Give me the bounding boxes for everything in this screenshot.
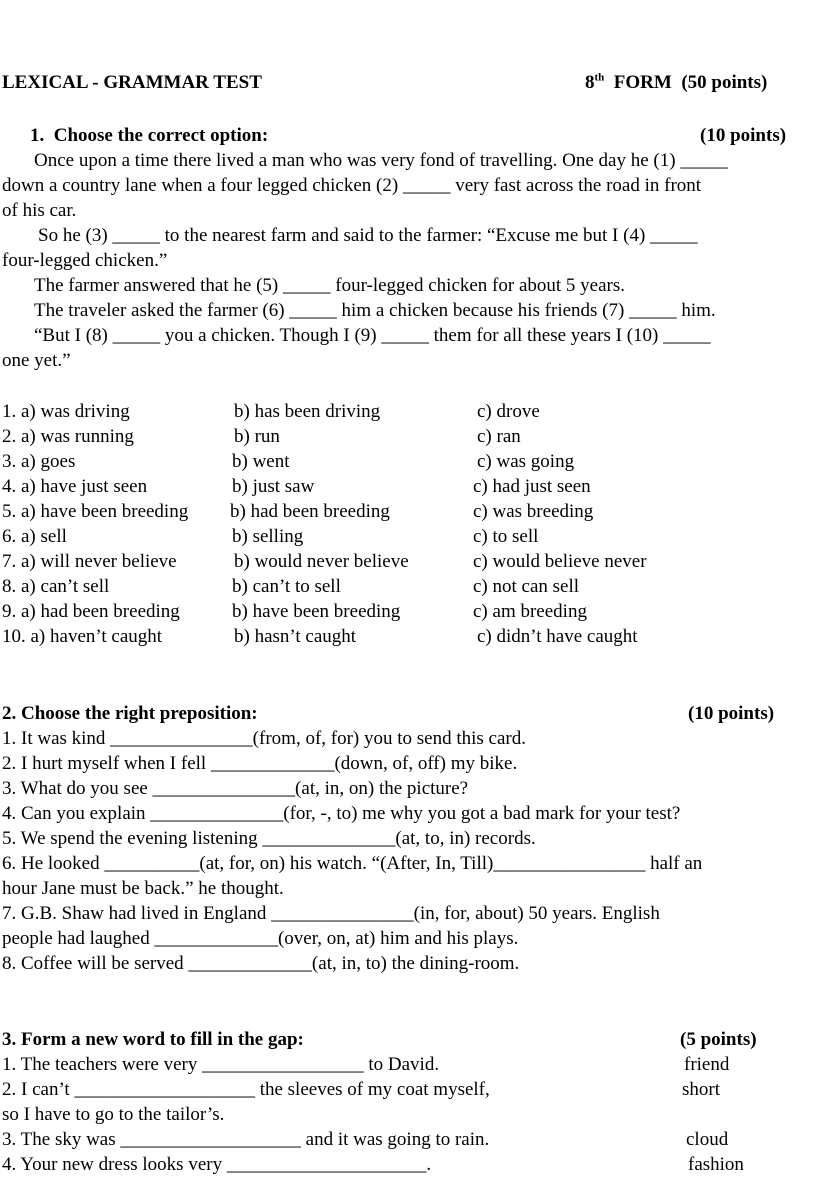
form-superscript: th <box>594 71 605 84</box>
exercise-line: 8. Coffee will be served _____________(at, in, to) the dining-room. <box>2 953 520 974</box>
option-b: b) have been breeding <box>232 601 401 622</box>
test-title: LEXICAL - GRAMMAR TEST <box>2 72 262 93</box>
exercise-line: people had laughed _____________(over, on, at) him and his plays. <box>2 928 519 949</box>
word-formation-item: 4. Your new dress looks very _____________________. <box>2 1154 432 1175</box>
base-word: short <box>682 1079 720 1100</box>
section3-points: (5 points) <box>680 1029 757 1050</box>
option-c: c) to sell <box>473 526 539 547</box>
option-a: 1. a) was driving <box>2 401 130 422</box>
word-formation-item: 1. The teachers were very _________________ to David. <box>2 1054 440 1075</box>
story-line: “But I (8) _____ you a chicken. Though I (9) _____ them for all these years I (10) _____ <box>34 325 711 346</box>
option-a: 10. a) haven’t caught <box>2 626 163 647</box>
option-c: c) ran <box>477 426 521 447</box>
option-b: b) would never believe <box>234 551 409 572</box>
story-line: So he (3) _____ to the nearest farm and said to the farmer: “Excuse me but I (4) _____ <box>38 225 698 246</box>
option-a: 4. a) have just seen <box>2 476 148 497</box>
option-b: b) can’t to sell <box>232 576 341 597</box>
exercise-line: 5. We spend the evening listening ______________(at, to, in) records. <box>2 828 536 849</box>
base-word: fashion <box>688 1154 744 1175</box>
option-c: c) would believe never <box>473 551 647 572</box>
option-c: c) am breeding <box>473 601 587 622</box>
exercise-line: 4. Can you explain ______________(for, -, to) me why you got a bad mark for your test? <box>2 803 681 824</box>
section3-title: 3. Form a new word to fill in the gap: <box>2 1029 304 1050</box>
option-b: b) has been driving <box>234 401 381 422</box>
option-b: b) went <box>232 451 290 472</box>
option-a: 2. a) was running <box>2 426 134 447</box>
exercise-line: 2. I hurt myself when I fell _____________(down, of, off) my bike. <box>2 753 518 774</box>
option-c: c) had just seen <box>473 476 591 497</box>
exercise-line: hour Jane must be back.” he thought. <box>2 878 284 899</box>
option-b: b) had been breeding <box>230 501 390 522</box>
form-number: 8 <box>585 72 595 93</box>
option-c: c) not can sell <box>473 576 580 597</box>
option-a: 9. a) had been breeding <box>2 601 180 622</box>
option-a: 8. a) can’t sell <box>2 576 110 597</box>
base-word: friend <box>684 1054 730 1075</box>
section2-title: 2. Choose the right preposition: <box>2 703 258 724</box>
section1-points: (10 points) <box>700 125 787 146</box>
story-line: one yet.” <box>2 350 71 371</box>
option-c: c) was going <box>477 451 575 472</box>
option-c: c) didn’t have caught <box>477 626 638 647</box>
option-c: c) was breeding <box>473 501 594 522</box>
option-a: 3. a) goes <box>2 451 76 472</box>
option-a: 7. a) will never believe <box>2 551 177 572</box>
option-b: b) hasn’t caught <box>234 626 357 647</box>
section1-title: 1. Choose the correct option: <box>30 125 269 146</box>
exercise-line: 7. G.B. Shaw had lived in England _______________(in, for, about) 50 years. English <box>2 903 660 924</box>
story-line: four-legged chicken.” <box>2 250 168 271</box>
story-line: The traveler asked the farmer (6) _____ him a chicken because his friends (7) _____ him. <box>34 300 716 321</box>
story-line: Once upon a time there lived a man who was very fond of travelling. One day he (1) _____ <box>34 150 728 171</box>
story-line: The farmer answered that he (5) _____ four-legged chicken for about 5 years. <box>34 275 626 296</box>
exercise-line: 1. It was kind _______________(from, of, for) you to send this card. <box>2 728 527 749</box>
story-line: down a country lane when a four legged chicken (2) _____ very fast across the road in front <box>2 175 702 196</box>
option-a: 6. a) sell <box>2 526 67 547</box>
exercise-line: 6. He looked __________(at, for, on) his watch. “(After, In, Till)________________ half an <box>2 853 703 874</box>
option-b: b) run <box>234 426 280 447</box>
word-formation-item: 2. I can’t ___________________ the sleeves of my coat myself, <box>2 1079 490 1100</box>
word-formation-item: so I have to go to the tailor’s. <box>2 1104 225 1125</box>
section2-points: (10 points) <box>688 703 775 724</box>
exercise-line: 3. What do you see _______________(at, in, on) the picture? <box>2 778 469 799</box>
option-a: 5. a) have been breeding <box>2 501 189 522</box>
option-b: b) just saw <box>232 476 315 497</box>
form-label <box>585 70 767 95</box>
base-word: cloud <box>686 1129 729 1150</box>
form-points: FORM (50 points) <box>613 72 768 93</box>
option-b: b) selling <box>232 526 304 547</box>
word-formation-item: 3. The sky was ___________________ and it was going to rain. <box>2 1129 490 1150</box>
option-c: c) drove <box>477 401 540 422</box>
story-line: of his car. <box>2 200 77 221</box>
